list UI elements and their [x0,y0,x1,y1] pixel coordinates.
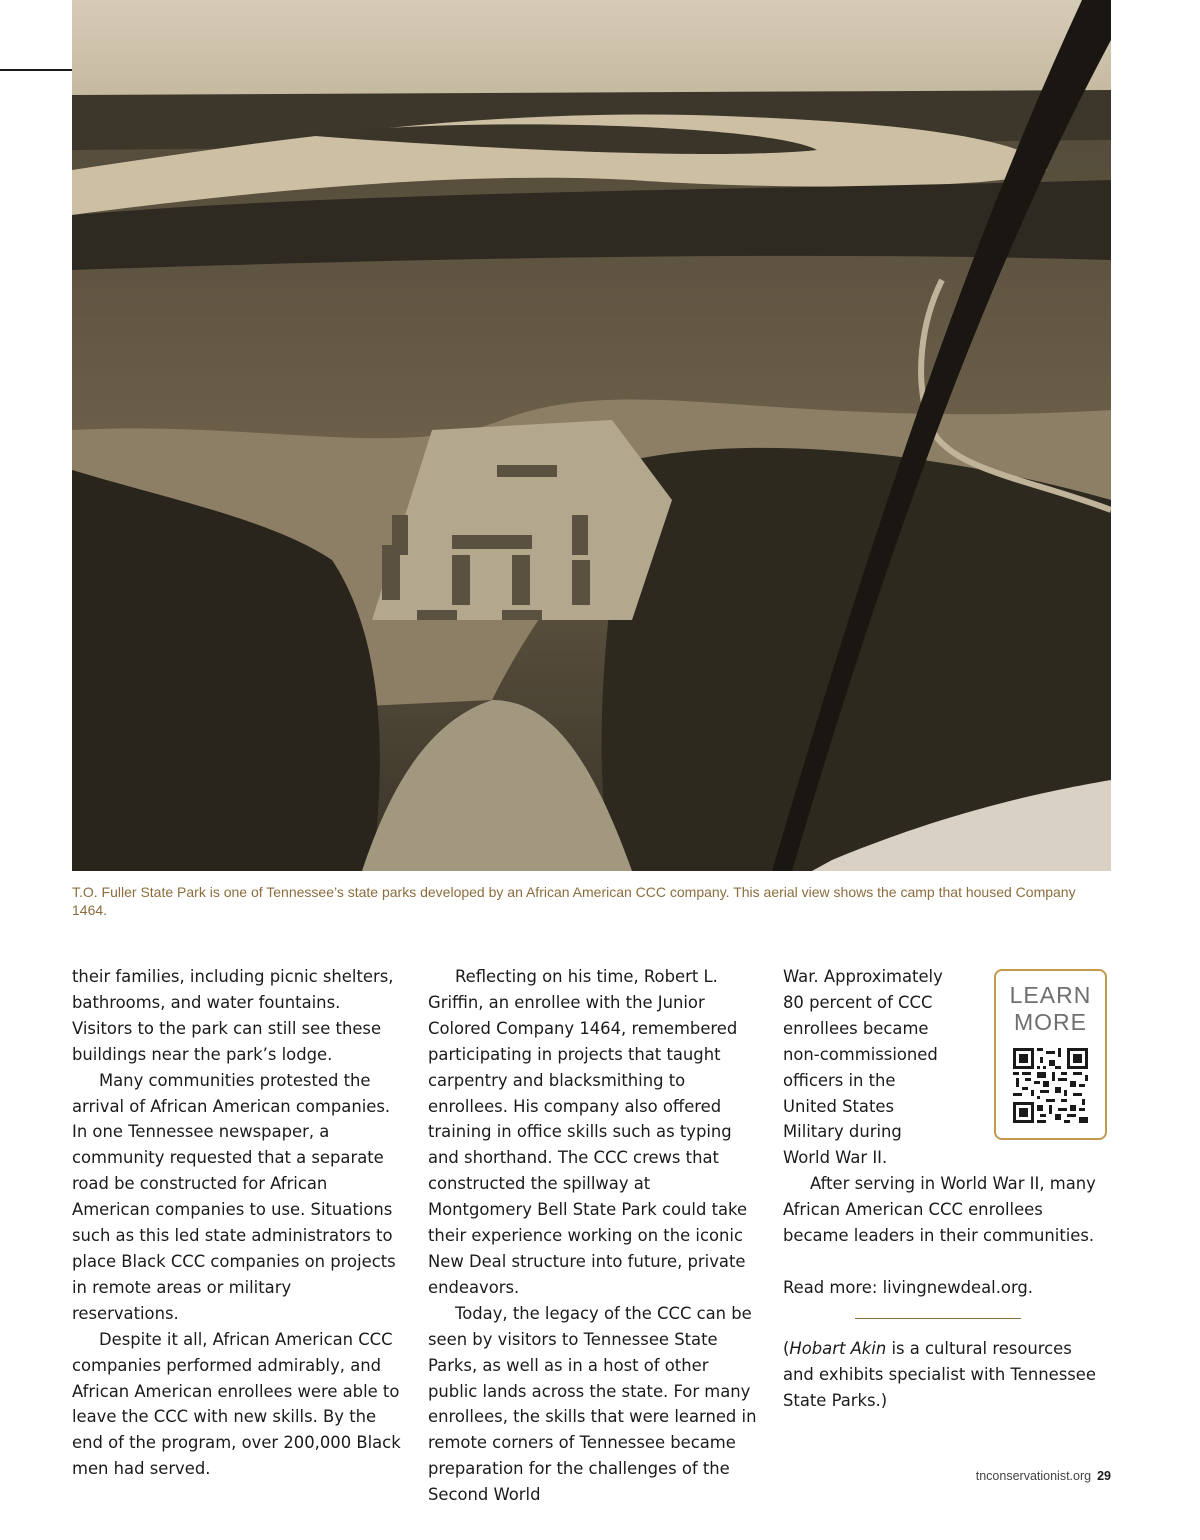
article-column-1 [72,964,402,1482]
bio-text: is a cultural resources and exhibits specialist with Tennessee State Parks.) [783,1338,1096,1410]
learn-more-box[interactable] [994,969,1107,1140]
bio-open-paren: ( [783,1338,790,1358]
section-divider [855,1318,1021,1319]
col1-paragraph-1: their families, including picnic shelters, bathrooms, and water fountains. Visitors to the park can still see these buildings near the park’s lodge. [72,967,394,1064]
article-column-2 [428,964,758,1508]
page-number: 29 [1097,1469,1111,1483]
read-more-link[interactable]: Read more: livingnewdeal.org. [783,1277,1034,1297]
col1-paragraph-3: Despite it all, African American CCC companies performed admirably, and African American enrollees were able to leave the CCC with new skills. By the end of the program, over 200,000 Black men had served. [72,1329,401,1479]
qr-code-icon[interactable] [1013,1048,1088,1123]
learn-more-line-2: MORE [1014,1009,1087,1035]
col3-paragraph-1: War. Approximately 80 percent of CCC enrollees became non-commissioned officers in the United States Military during World War II. [783,967,943,1168]
col2-paragraph-1: Reflecting on his time, Robert L. Griffin, an enrollee with the Junior Colored Company 1464, remembered participating in projects that taught carpentry and blacksmithing to enrollees. His company also offered training in office skills such as typing and shorthand. The CCC crews that constructed the spillway at Montgomery Bell State Park could take their experience working on the iconic New Deal structure into future, private endeavors. [428,967,748,1297]
col1-paragraph-2: Many communities protested the arrival of African American companies. In one Tennessee newspaper, a community requested that a separate road be constructed for African American companies to use. Situations such as this led state administrators to place Black CCC companies on projects in remote areas or military reservations. [72,1070,396,1323]
author-bio [783,1336,1103,1414]
aerial-camp-photo [72,0,1111,871]
top-rule [0,69,73,71]
learn-more-label [996,982,1105,1036]
col3-paragraph-2: After serving in World War II, many African American CCC enrollees became leaders in their communities. [783,1174,1096,1246]
learn-more-line-1: LEARN [1009,982,1092,1008]
paragraph-gap [783,1249,1103,1275]
photo-caption: T.O. Fuller State Park is one of Tennessee’s state parks developed by an African American CCC company. This aerial view shows the camp that housed Company 1464. [72,884,1076,918]
page-footer [976,1469,1111,1483]
footer-site[interactable]: tnconservationist.org [975,1469,1092,1483]
col2-paragraph-2: Today, the legacy of the CCC can be seen by visitors to Tennessee State Parks, as well as in a host of other public lands across the state. For many enrollees, the skills that were learned in remote corners of Tennessee became preparation for the challenges of the Second World [428,1303,757,1505]
photo-illustration [72,0,1111,871]
author-name: Hobart Akin [789,1338,887,1358]
